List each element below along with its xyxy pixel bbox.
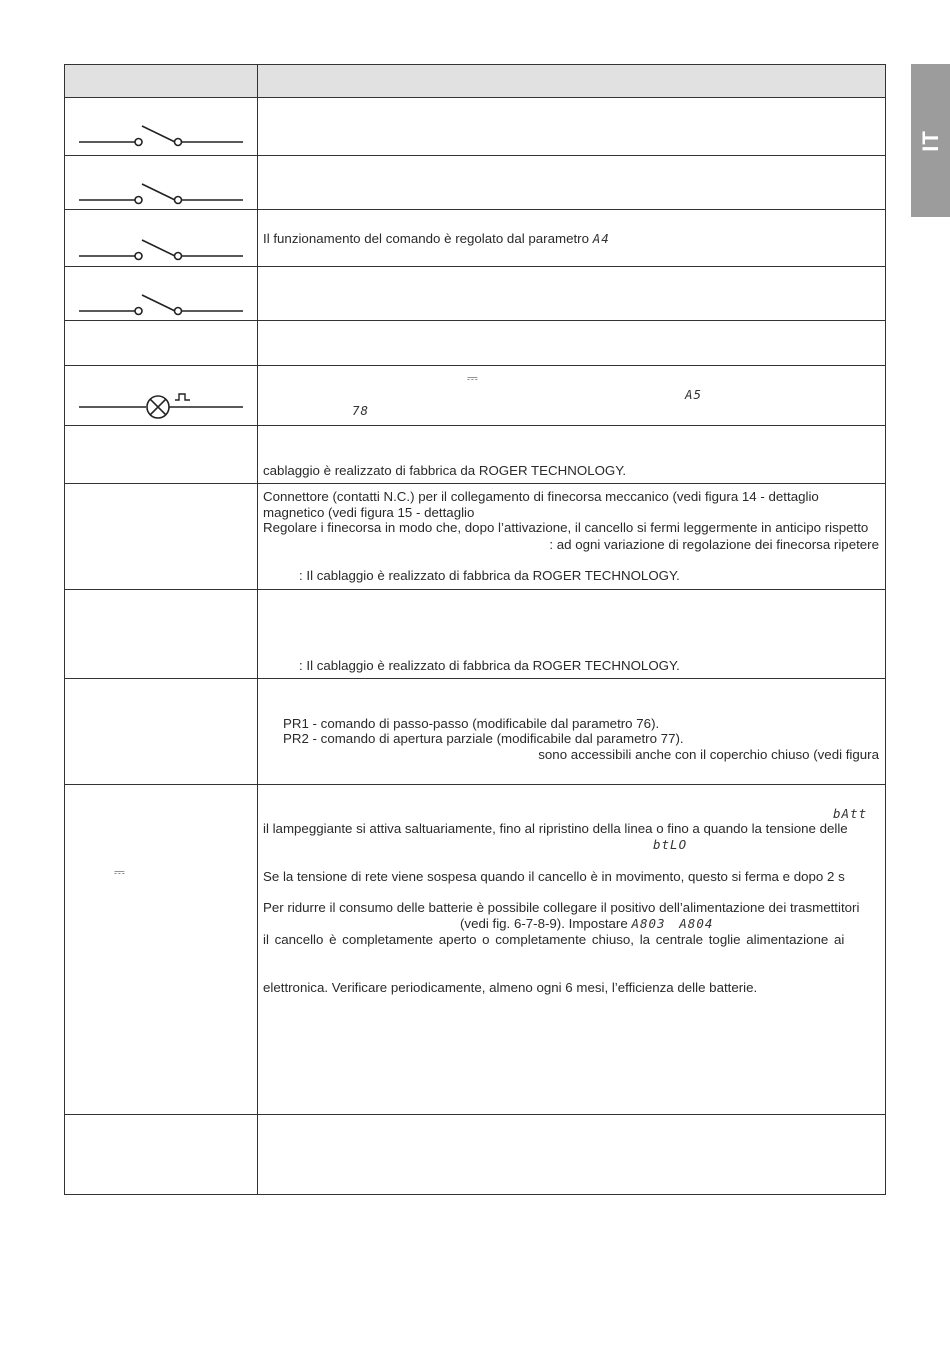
row3-text xyxy=(263,231,610,247)
row3-parameter-code: A4 xyxy=(592,231,610,246)
row-divider xyxy=(65,1114,885,1115)
row-divider xyxy=(65,784,885,785)
dc-symbol-icon xyxy=(114,864,125,880)
switch-contact-icon xyxy=(79,182,243,206)
row6-parameter-code-1: A5 xyxy=(685,387,703,402)
row-divider xyxy=(65,483,885,484)
parameter-code-a803: A803 xyxy=(631,916,666,931)
dc-symbol-icon xyxy=(467,370,478,386)
row10-text-line-3: sono accessibili anche con il coperchio chiuso (vedi figura xyxy=(538,747,879,762)
switch-contact-icon xyxy=(79,124,243,148)
flashing-lamp-icon xyxy=(79,390,243,422)
row-divider xyxy=(65,320,885,321)
switch-contact-icon xyxy=(79,238,243,262)
row11-text-line-5: il cancello è completamente aperto o completamente chiuso, la centrale toglie alimentazione ai xyxy=(263,932,845,947)
row11-text-line-3: Per ridurre il consumo delle batterie è possibile collegare il positivo dell’alimentazione dei trasmettitori xyxy=(263,900,860,915)
dc-symbol: ⎓ xyxy=(114,864,125,879)
row-divider xyxy=(65,266,885,267)
row11-text-line-2: Se la tensione di rete viene sospesa quando il cancello è in movimento, questo si ferma e dopo 2 s xyxy=(263,869,845,884)
row8-text-line-1: Connettore (contatti N.C.) per il collegamento di finecorsa meccanico (vedi figura 14 - dettaglio xyxy=(263,489,819,504)
row8-text-line-5: : Il cablaggio è realizzato di fabbrica da ROGER TECHNOLOGY. xyxy=(299,568,680,583)
language-tab-label: IT xyxy=(917,129,943,152)
row-divider xyxy=(65,589,885,590)
row3-description: Il funzionamento del comando è regolato dal parametro xyxy=(263,231,589,246)
row10-text-line-1: PR1 - comando di passo-passo (modificabile dal parametro 76). xyxy=(283,716,660,731)
row10-text-line-2: PR2 - comando di apertura parziale (modificabile dal parametro 77). xyxy=(283,731,684,746)
row11-text-line-4 xyxy=(460,916,713,932)
row-divider xyxy=(65,425,885,426)
switch-contact-icon xyxy=(79,293,243,317)
row-divider xyxy=(65,678,885,679)
dc-symbol: ⎓ xyxy=(467,370,478,385)
column-divider xyxy=(257,65,258,1194)
row11-text-line-6: elettronica. Verificare periodicamente, almeno ogni 6 mesi, l’efficienza delle batterie. xyxy=(263,980,758,995)
row8-text-line-2: magnetico (vedi figura 15 - dettaglio xyxy=(263,505,475,520)
row8-text-line-4: : ad ogni variazione di regolazione dei finecorsa ripetere xyxy=(549,537,879,552)
table-header xyxy=(65,65,885,98)
row11-set-text: (vedi fig. 6-7-8-9). Impostare xyxy=(460,916,628,931)
battery-low-code: btLO xyxy=(653,837,688,852)
parameter-code-a804: A804 xyxy=(679,916,714,931)
row8-text-line-3: Regolare i finecorsa in modo che, dopo l’attivazione, il cancello si fermi leggermente in anticipo rispetto xyxy=(263,520,869,535)
row11-text-line-1: il lampeggiante si attiva saltuariamente, fino al ripristino della linea o fino a quando la tensione delle xyxy=(263,821,848,836)
row-divider xyxy=(65,209,885,210)
row7-text: cablaggio è realizzato di fabbrica da ROGER TECHNOLOGY. xyxy=(263,463,627,478)
battery-code: bAtt xyxy=(833,806,868,821)
row-divider xyxy=(65,365,885,366)
row-divider xyxy=(65,155,885,156)
language-tab xyxy=(911,64,950,217)
row6-parameter-code-2: 78 xyxy=(352,403,370,418)
row9-text: : Il cablaggio è realizzato di fabbrica da ROGER TECHNOLOGY. xyxy=(299,658,680,673)
